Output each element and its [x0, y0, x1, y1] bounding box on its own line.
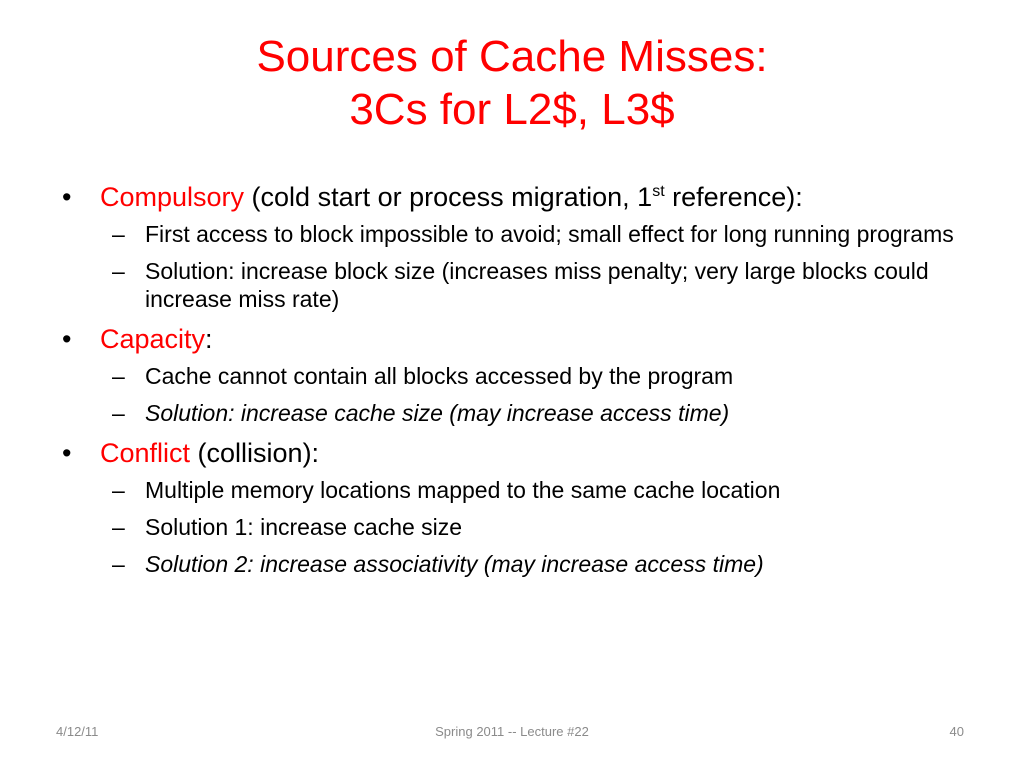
compulsory-desc: (cold start or process migration, 1: [244, 182, 653, 212]
dash-marker: –: [112, 221, 125, 247]
dash-marker: –: [112, 551, 125, 577]
capacity-desc: :: [205, 324, 213, 354]
dash-marker: –: [112, 258, 125, 284]
sub-bullet-text: Solution 2: increase associativity (may increase access time): [145, 551, 764, 577]
sub-bullet: [60, 550, 980, 578]
dash-marker: –: [112, 514, 125, 540]
dash-marker: –: [112, 363, 125, 389]
bullet-marker: •: [62, 182, 72, 212]
dash-marker: –: [112, 400, 125, 426]
sub-bullet-text: Solution 1: increase cache size: [145, 514, 463, 540]
title-line-1: Sources of Cache Misses:: [256, 32, 768, 81]
term-conflict: Conflict: [100, 438, 191, 468]
slide-number: 40: [949, 724, 964, 739]
title-line-2: 3Cs for L2$, L3$: [349, 85, 675, 134]
sub-bullet-text: Cache cannot contain all blocks accessed by the program: [145, 363, 734, 389]
ordinal-superscript: st: [652, 183, 665, 200]
bullet-marker: •: [62, 324, 72, 354]
sub-bullet: [60, 362, 980, 390]
footer-lecture: Spring 2011 -- Lecture #22: [435, 724, 589, 739]
sub-bullet: [60, 220, 980, 248]
sub-bullet-text: Solution: increase block size (increases miss penalty; very large blocks could increase miss rate): [145, 258, 929, 312]
sub-bullet: [60, 257, 980, 313]
content-body: [60, 180, 980, 587]
sub-bullet-text: Solution: increase cache size (may increase access time): [145, 400, 730, 426]
bullet-marker: •: [62, 438, 72, 468]
footer-date: 4/12/11: [56, 724, 99, 739]
sub-bullet: [60, 513, 980, 541]
compulsory-desc-end: reference):: [664, 182, 803, 212]
bullet-capacity: [60, 322, 980, 356]
bullet-conflict: [60, 436, 980, 470]
term-capacity: Capacity: [100, 324, 206, 354]
sub-bullet: [60, 476, 980, 504]
slide-title: [0, 30, 1024, 136]
term-compulsory: Compulsory: [100, 182, 245, 212]
sub-bullet: [60, 399, 980, 427]
bullet-compulsory: [60, 180, 980, 214]
dash-marker: –: [112, 477, 125, 503]
sub-bullet-text: First access to block impossible to avoid; small effect for long running programs: [145, 221, 954, 247]
sub-bullet-text: Multiple memory locations mapped to the same cache location: [145, 477, 781, 503]
conflict-desc: (collision):: [190, 438, 320, 468]
